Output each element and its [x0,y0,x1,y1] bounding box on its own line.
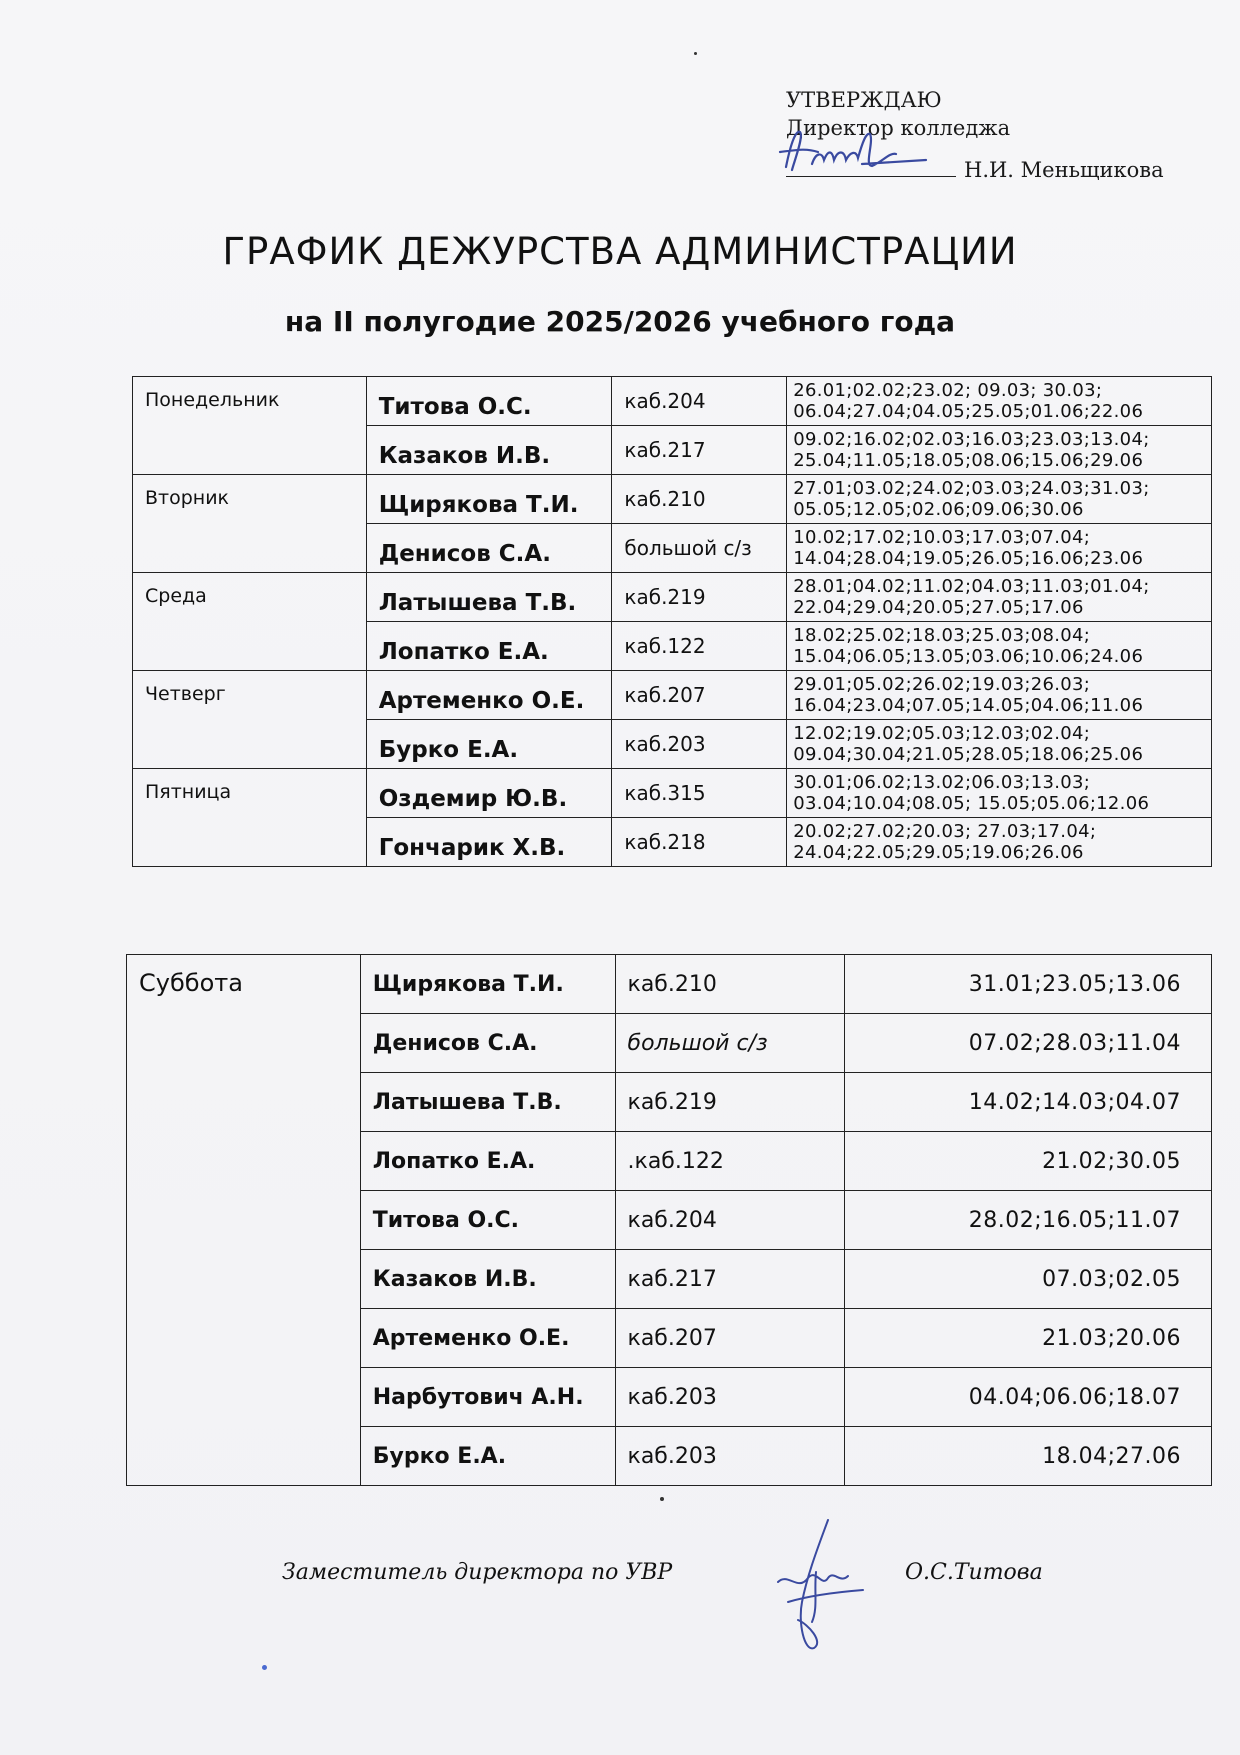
staff-name-cell: Бурко Е.А. [360,1427,615,1486]
dates-line: 14.04;28.04;19.05;26.05;16.06;23.06 [793,548,1144,569]
weekday-duty-table [132,376,1212,867]
room-cell: каб.219 [612,573,787,622]
room-cell: .каб.122 [615,1132,845,1191]
dates-cell [787,426,1212,475]
dates-cell [787,671,1212,720]
dates-line: 09.04;30.04;21.05;28.05;18.06;25.06 [793,744,1144,765]
director-signature [766,122,956,182]
staff-name-cell: Казаков И.В. [366,426,612,475]
room-cell: каб.203 [615,1368,845,1427]
approval-heading: УТВЕРЖДАЮ [786,88,942,112]
dates-line: 24.04;22.05;29.05;19.06;26.06 [793,842,1084,863]
room-cell: каб.218 [612,818,787,867]
staff-name-cell: Артеменко О.Е. [366,671,612,720]
table-row [127,955,1212,1014]
dates-cell [787,622,1212,671]
day-cell: Суббота [127,955,361,1486]
dates-cell: 28.02;16.05;11.07 [845,1191,1212,1250]
staff-name-cell: Нарбутович А.Н. [360,1368,615,1427]
dates-line: 20.02;27.02;20.03; 27.03;17.04; [793,821,1097,842]
day-cell: Понедельник [133,377,367,475]
staff-name-cell: Гончарик Х.В. [366,818,612,867]
room-cell: большой с/з [612,524,787,573]
dates-cell [787,769,1212,818]
dates-line: 10.02;17.02;10.03;17.03;07.04; [793,527,1091,548]
dates-line: 06.04;27.04;04.05;25.05;01.06;22.06 [793,401,1144,422]
staff-name-cell: Щирякова Т.И. [360,955,615,1014]
staff-name-cell: Титова О.С. [366,377,612,426]
dates-cell [787,818,1212,867]
staff-name-cell: Щирякова Т.И. [366,475,612,524]
room-cell: каб.207 [612,671,787,720]
scan-speck [262,1665,267,1670]
dates-line: 03.04;10.04;08.05; 15.05;05.06;12.06 [793,793,1150,814]
dates-line: 28.01;04.02;11.02;04.03;11.03;01.04; [793,576,1150,597]
footer-position: Заместитель директора по УВР [282,1560,673,1585]
dates-line: 25.04;11.05;18.05;08.06;15.06;29.06 [793,450,1144,471]
room-cell: каб.210 [615,955,845,1014]
table-row [133,769,1212,818]
table-row [133,573,1212,622]
staff-name-cell: Артеменко О.Е. [360,1309,615,1368]
dates-cell [787,720,1212,769]
dates-cell: 14.02;14.03;04.07 [845,1073,1212,1132]
dates-cell: 18.04;27.06 [845,1427,1212,1486]
room-cell: каб.210 [612,475,787,524]
scan-speck [694,52,697,55]
dates-line: 15.04;06.05;13.05;03.06;10.06;24.06 [793,646,1144,667]
room-cell: каб.203 [612,720,787,769]
table-row [133,671,1212,720]
approval-position: Директор колледжа [786,116,1011,140]
room-cell: каб.122 [612,622,787,671]
staff-name-cell: Оздемир Ю.В. [366,769,612,818]
day-cell: Вторник [133,475,367,573]
dates-cell: 31.01;23.05;13.06 [845,955,1212,1014]
staff-name-cell: Титова О.С. [360,1191,615,1250]
room-cell: большой с/з [615,1014,845,1073]
dates-line: 05.05;12.05;02.06;09.06;30.06 [793,499,1084,520]
day-cell: Четверг [133,671,367,769]
dates-cell: 07.03;02.05 [845,1250,1212,1309]
dates-cell [787,377,1212,426]
staff-name-cell: Бурко Е.А. [366,720,612,769]
staff-name-cell: Лопатко Е.А. [360,1132,615,1191]
table-row [133,475,1212,524]
room-cell: каб.204 [615,1191,845,1250]
dates-line: 18.02;25.02;18.03;25.03;08.04; [793,625,1091,646]
dates-cell: 04.04;06.06;18.07 [845,1368,1212,1427]
dates-cell [787,475,1212,524]
day-cell: Пятница [133,769,367,867]
staff-name-cell: Денисов С.А. [360,1014,615,1073]
saturday-duty-table [126,954,1212,1486]
room-cell: каб.204 [612,377,787,426]
dates-line: 30.01;06.02;13.02;06.03;13.03; [793,772,1091,793]
room-cell: каб.219 [615,1073,845,1132]
director-name: Н.И. Меньщикова [964,158,1164,182]
dates-line: 09.02;16.02;02.03;16.03;23.03;13.04; [793,429,1150,450]
footer-name: О.С.Титова [905,1560,1043,1585]
document-title: ГРАФИК ДЕЖУРСТВА АДМИНИСТРАЦИИ [222,230,1018,273]
dates-cell: 07.02;28.03;11.04 [845,1014,1212,1073]
room-cell: каб.207 [615,1309,845,1368]
dates-line: 27.01;03.02;24.02;03.03;24.03;31.03; [793,478,1150,499]
dates-line: 26.01;02.02;23.02; 09.03; 30.03; [793,380,1103,401]
staff-name-cell: Латышева Т.В. [366,573,612,622]
staff-name-cell: Латышева Т.В. [360,1073,615,1132]
room-cell: каб.315 [612,769,787,818]
dates-line: 22.04;29.04;20.05;27.05;17.06 [793,597,1084,618]
staff-name-cell: Лопатко Е.А. [366,622,612,671]
dates-line: 12.02;19.02;05.03;12.03;02.04; [793,723,1091,744]
dates-cell: 21.02;30.05 [845,1132,1212,1191]
room-cell: каб.203 [615,1427,845,1486]
dates-cell [787,524,1212,573]
scan-speck [660,1497,664,1501]
room-cell: каб.217 [612,426,787,475]
dates-cell [787,573,1212,622]
document-subtitle: на II полугодие 2025/2026 учебного года [284,305,956,338]
day-cell: Среда [133,573,367,671]
table-row [133,377,1212,426]
deputy-signature [768,1512,868,1662]
dates-line: 16.04;23.04;07.05;14.05;04.06;11.06 [793,695,1144,716]
approval-signature-line [786,156,1164,184]
approval-block [786,86,1164,184]
staff-name-cell: Казаков И.В. [360,1250,615,1309]
dates-cell: 21.03;20.06 [845,1309,1212,1368]
room-cell: каб.217 [615,1250,845,1309]
dates-line: 29.01;05.02;26.02;19.03;26.03; [793,674,1091,695]
staff-name-cell: Денисов С.А. [366,524,612,573]
